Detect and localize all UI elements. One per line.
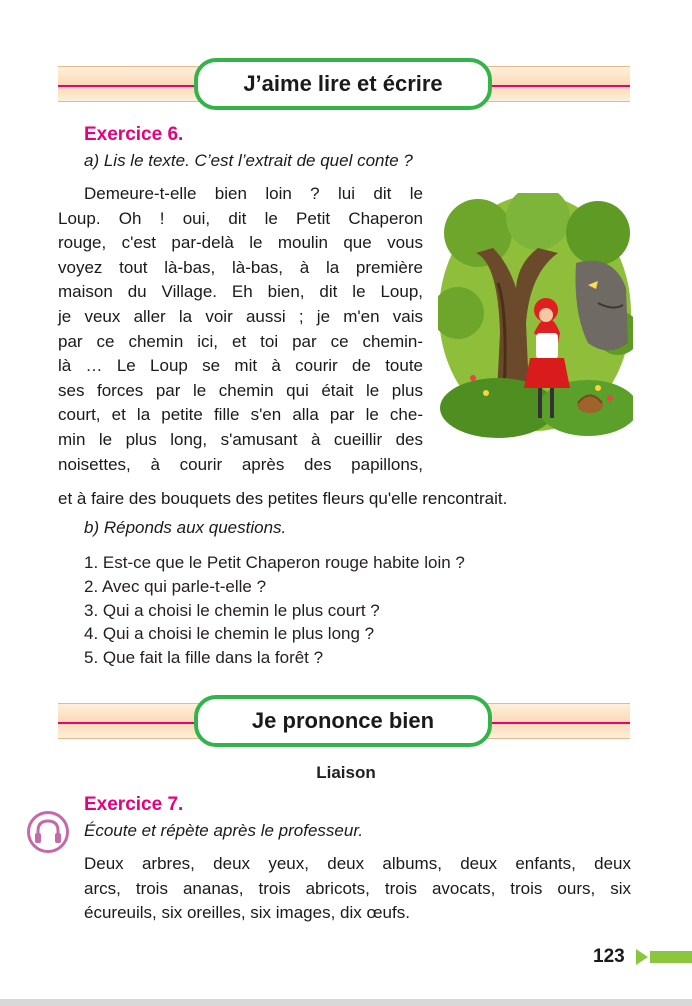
story-last-line bbox=[58, 487, 618, 512]
story-line: et à faire des bouquets des petites fleurs qu'elle rencontrait. bbox=[58, 489, 508, 508]
question-item: 2. Avec qui parle-t-elle ? bbox=[84, 576, 267, 596]
story-line: Demeure-t-elle bien loin ? lui dit le bbox=[84, 184, 423, 203]
story-line: par ce chemin ici, et toi par ce chemin- bbox=[58, 331, 423, 351]
page-number: 123 bbox=[593, 946, 625, 967]
story-line: là … Le Loup se mit à courir de toute bbox=[58, 356, 423, 376]
liaison-line: arcs, trois ananas, trois abricots, trois avocats, trois ours, six bbox=[84, 878, 631, 898]
story-line: noisettes, à courir après des papillons, bbox=[58, 454, 423, 474]
question-item: 4. Qui a choisi le chemin le plus long ? bbox=[84, 624, 375, 644]
section-heading-pronounce bbox=[194, 695, 492, 747]
story-line: min le plus long, s'amusant à cueillir des bbox=[58, 429, 423, 449]
section-heading-read-write bbox=[194, 58, 492, 110]
liaison-subheading: Liaison bbox=[316, 763, 376, 782]
red-riding-hood-illustration bbox=[438, 193, 633, 443]
exercise-6-instruction-b: b) Réponds aux questions. bbox=[84, 518, 287, 537]
exercise-7-title: Exercice 7. bbox=[84, 794, 184, 815]
liaison-words bbox=[84, 852, 631, 926]
story-line: ses forces par le chemin qui était le plus bbox=[58, 380, 423, 400]
question-item: 3. Qui a choisi le chemin le plus court ? bbox=[84, 600, 380, 620]
story-line: je veux aller la voir aussi ; je m'en vais bbox=[58, 306, 423, 326]
exercise-6-title: Exercice 6. bbox=[84, 124, 184, 145]
liaison-line: Deux arbres, deux yeux, deux albums, deux enfants, deux bbox=[84, 854, 631, 873]
headphones-icon[interactable] bbox=[26, 810, 70, 854]
question-item: 5. Que fait la fille dans la forêt ? bbox=[84, 648, 324, 668]
story-line: rouge, c'est par-delà le moulin que vous bbox=[58, 233, 423, 253]
story-excerpt bbox=[58, 182, 423, 477]
section-heading-text: Je prononce bien bbox=[251, 708, 435, 733]
section-heading-text: J’aime lire et écrire bbox=[243, 71, 443, 96]
bottom-strip bbox=[0, 999, 692, 1006]
exercise-6-instruction-a: a) Lis le texte. C’est l’extrait de quel conte ? bbox=[84, 151, 413, 170]
story-line: court, et la petite fille s'en alla par le che- bbox=[58, 405, 423, 425]
story-line: maison du Village. Eh bien, dit le Loup, bbox=[58, 282, 423, 302]
story-line: Loup. Oh ! oui, dit le Petit Chaperon bbox=[58, 208, 423, 228]
question-item: 1. Est-ce que le Petit Chaperon rouge habite loin ? bbox=[84, 553, 465, 572]
liaison-line: écureuils, six oreilles, six images, dix œufs. bbox=[84, 903, 410, 923]
question-list bbox=[84, 551, 465, 670]
arrow-right-icon bbox=[636, 947, 692, 967]
story-line: voyez tout là-bas, là-bas, à la première bbox=[58, 257, 423, 277]
exercise-7-instruction: Écoute et répète après le professeur. bbox=[84, 821, 364, 840]
